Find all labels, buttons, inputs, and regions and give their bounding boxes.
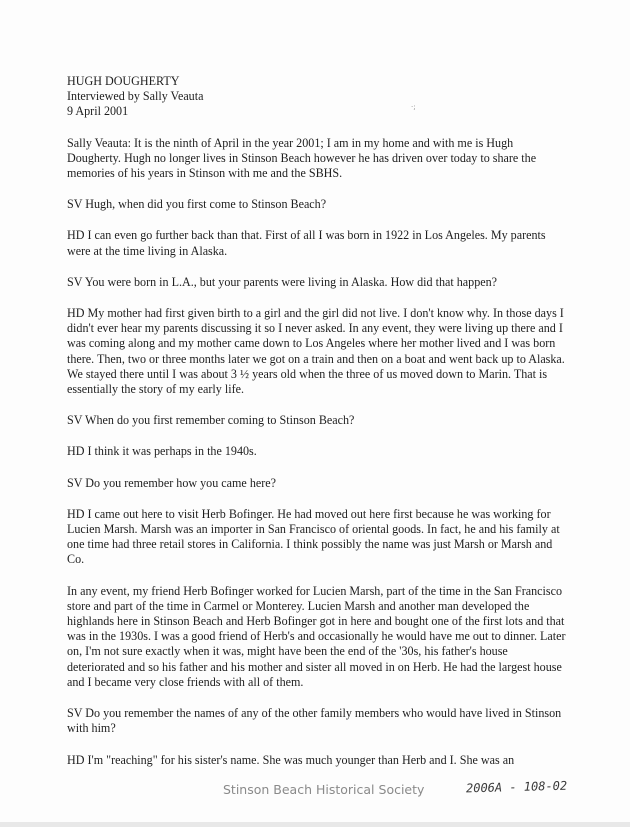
society-footer: Stinson Beach Historical Society	[223, 782, 425, 797]
paragraph: HD I'm "reaching" for his sister's name. She was much younger than Herb and I. She was an	[67, 752, 515, 767]
paragraph: HD I came out here to visit Herb Bofinger. He had moved out here first because he was working for Lucien Marsh. Marsh was an importer in San Francisco of oriental goods. In fact, he and his family at one time had three retail stores in California. I think possibly the name was just Marsh or Marsh and Co.	[67, 506, 560, 567]
accession-number: 2006A - 108-02	[465, 778, 568, 796]
paragraph: SV Do you remember the names of any of the other family members who would have lived in Stinson with him?	[67, 706, 562, 736]
paragraph: SV When do you first remember coming to Stinson Beach?	[67, 413, 355, 428]
paragraph: SV You were born in L.A., but your parents were living in Alaska. How did that happen?	[67, 274, 498, 289]
interviewer-line: Interviewed by Sally Veauta	[67, 89, 204, 104]
paragraph: HD I can even go further back than that. First of all I was born in 1922 in Los Angeles. My parents were at the time living in Alaska.	[67, 228, 546, 258]
interview-date: 9 April 2001	[67, 104, 129, 119]
transcript-header	[67, 74, 567, 120]
transcript-body	[67, 74, 567, 784]
paragraph: Sally Veauta: It is the ninth of April in the year 2001; I am in my home and with me is Hugh Dougherty. Hugh no longer lives in Stinson Beach however he has driven over today to share the memories of his years in Stinson with me and the SBHS.	[67, 135, 537, 181]
paragraph: SV Do you remember how you came here?	[67, 475, 277, 490]
page-edge	[0, 822, 630, 827]
paragraph: SV Hugh, when did you first come to Stinson Beach?	[67, 197, 327, 212]
scan-speck: ·;	[411, 103, 416, 111]
interviewee-name: HUGH DOUGHERTY	[67, 74, 180, 88]
paragraph: HD My mother had first given birth to a girl and the girl did not live. I don't know why. In those days I didn't ever hear my parents discussing it so I never asked. In any event, they were living up there and I was coming along and my mother came down to Los Angeles where her mother lived and I was born there. Then, two or three months later we got on a train and then on a boat and went back up to Alaska. We stayed there until I was about 3 ½ years old when the three of us moved down to Marin. That is essentially the story of my early life.	[67, 306, 565, 397]
paragraph: In any event, my friend Herb Bofinger worked for Lucien Marsh, part of the time in the San Francisco store and part of the time in Carmel or Monterey. Lucien Marsh and another man developed the highlands here in Stinson Beach and Herb Bofinger got in here and bought one of the first lots and that was in the 1930s. I was a good friend of Herb's and occasionally he would have me out to dinner. Later on, I'm not sure exactly when it was, might have been the end of the '30s, his father's house deteriorated and so his father and his mother and sister all moved in on Herb. He had the largest house and I became very close friends with all of them.	[67, 583, 566, 689]
paragraph: HD I think it was perhaps in the 1940s.	[67, 444, 257, 459]
